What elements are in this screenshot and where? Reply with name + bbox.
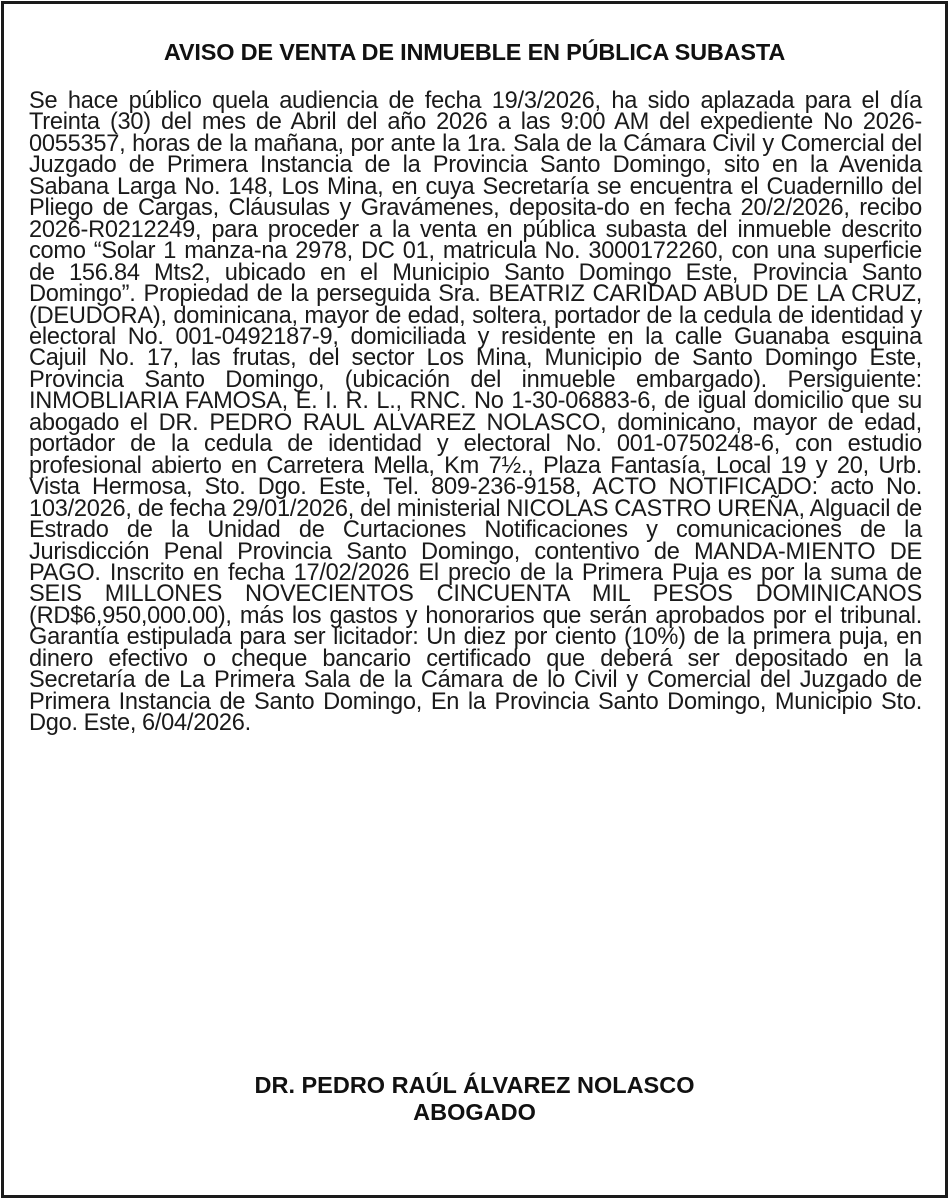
signature-block xyxy=(4,1072,945,1126)
signature-role: ABOGADO xyxy=(413,1099,536,1125)
signature-name: DR. PEDRO RAÚL ÁLVAREZ NOLASCO xyxy=(254,1072,695,1098)
notice-title: AVISO DE VENTA DE INMUEBLE EN PÚBLICA SUBASTA xyxy=(163,39,786,65)
notice-body: Se hace público quela audiencia de fecha 19/3/2026, ha sido aplazada para el día Treinta (30) del mes de Abril del año 2026 a las 9:00 AM del expediente No 2026-0055357, horas de la mañana, por ante la 1ra. Sala de la Cámara Civil y Comercial del Juzgado de Primera Instancia de la Provincia Santo Domingo, sito en la Avenida Sabana Larga No. 148, Los Mina, en cuya Secretaría se encuentra el Cuadernillo del Pliego de Cargas, Cláusulas y Gravámenes, deposita-do en fecha 20/2/2026, recibo 2026-R0212249, para proceder a la venta en pública subasta del inmueble descrito como “Solar 1 manza-na 2978, DC 01, matricula No. 3000172260, con una superficie de 156.84 Mts2, ubicado en el Municipio Santo Domingo Este, Provincia Santo Domingo”. Propiedad de la perseguida Sra. BEATRIZ CARIDAD ABUD DE LA CRUZ, (DEUDORA), dominicana, mayor de edad, soltera, portador de la cedula de identidad y electoral No. 001-0492187-9, domiciliada y residente en la calle Guanaba esquina Cajuil No. 17, las frutas, del sector Los Mina, Municipio de Santo Domingo Este, Provincia Santo Domingo, (ubicación del inmueble embargado). Persiguiente: INMOBLIARIA FAMOSA, E. I. R. L., RNC. No 1-30-06883-6, de igual domicilio que su abogado el DR. PEDRO RAUL ALVAREZ NOLASCO, dominicano, mayor de edad, portador de la cedula de identidad y electoral No. 001-0750248-6, con estudio profesional abierto en Carretera Mella, Km 7½., Plaza Fantasía, Local 19 y 20, Urb. Vista Hermosa, Sto. Dgo. Este, Tel. 809-236-9158, ACTO NOTIFICADO: acto No. 103/2026, de fecha 29/01/2026, del ministerial NICOLAS CASTRO UREÑA, Alguacil de Estrado de la Unidad de Curtaciones Notificaciones y comunicaciones de la Jurisdicción Penal Provincia Santo Domingo, contentivo de MANDA-MIENTO DE PAGO. Inscrito en fecha 17/02/2026 El precio de la Primera Puja es por la suma de SEIS MILLONES NOVECIENTOS CINCUENTA MIL PESOS DOMINICANOS (RD$6,950,000.00), más los gastos y honorarios que serán aprobados por el tribunal. Garantía estipulada para ser licitador: Un diez por ciento (10%) de la primera puja, en dinero efectivo o cheque bancario certificado que deberá ser depositado en la Secretaría de La Primera Sala de la Cámara de lo Civil y Comercial del Juzgado de Primera Instancia de Santo Domingo, En la Provincia Santo Domingo, Municipio Sto. Dgo. Este, 6/04/2026. xyxy=(29,88,922,737)
notice-frame xyxy=(1,1,948,1198)
